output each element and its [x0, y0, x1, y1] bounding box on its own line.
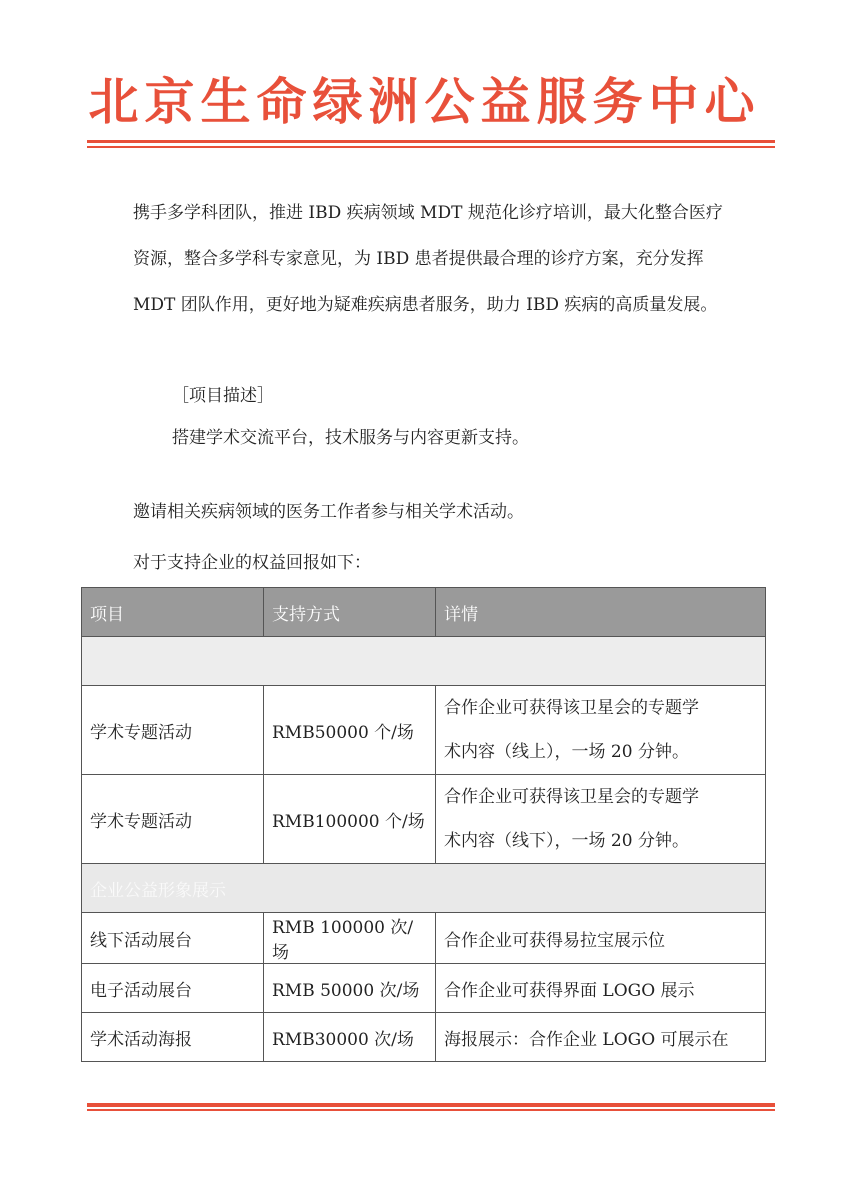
- intro-paragraph: 携手多学科团队，推进 IBD 疾病领域 MDT 规范化诊疗培训，最大化整合医疗资源，整合多学科专家意见，为 IBD 患者提供最合理的诊疗方案，充分发挥 MDT 团队作用，更好地为疑难疾病患者服务，助力 IBD 疾病的高质量发展。: [133, 203, 723, 315]
- cell-detail-line: 合作企业可获得该卫星会的专题学: [444, 698, 699, 718]
- cell-item: 学术专题活动: [82, 775, 264, 864]
- table-header-row: [82, 588, 766, 637]
- project-description: 搭建学术交流平台，技术服务与内容更新支持。: [172, 428, 529, 448]
- header-cell-item: 项目: [82, 588, 264, 637]
- header-rule-thick: [87, 140, 775, 143]
- header-cell-support: 支持方式: [264, 588, 436, 637]
- footer-rule-thick: [87, 1103, 775, 1107]
- cell-support: RMB 50000 次/场: [264, 964, 436, 1013]
- table-row: [82, 686, 766, 775]
- section-band-label: 企业公益形象展示: [82, 864, 766, 913]
- section-band-cell: [82, 637, 766, 686]
- header-cell-detail: 详情: [436, 588, 766, 637]
- section-band-row: [82, 864, 766, 913]
- invitation-text: 邀请相关疾病领域的医务工作者参与相关学术活动。: [133, 502, 524, 522]
- cell-detail-line: 合作企业可获得该卫星会的专题学: [444, 787, 699, 807]
- rights-intro: 对于支持企业的权益回报如下：: [133, 553, 371, 573]
- cell-item: 线下活动展台: [82, 913, 264, 964]
- table-row: [82, 913, 766, 964]
- table-row: [82, 775, 766, 864]
- cell-support: RMB50000 个/场: [264, 686, 436, 775]
- cell-support: RMB100000 个/场: [264, 775, 436, 864]
- cell-item: 学术专题活动: [82, 686, 264, 775]
- cell-detail-line: 术内容（线上），一场 20 分钟。: [444, 742, 689, 762]
- footer-rule-thin: [87, 1109, 775, 1111]
- cell-detail: [436, 686, 766, 775]
- cell-detail: 海报展示：合作企业 LOGO 可展示在: [436, 1013, 766, 1062]
- rights-table: [81, 587, 766, 1062]
- letterhead-title: 北京生命绿洲公益服务中心: [88, 73, 761, 131]
- cell-support: RMB30000 次/场: [264, 1013, 436, 1062]
- table-row: [82, 1013, 766, 1062]
- cell-item: 学术活动海报: [82, 1013, 264, 1062]
- cell-item: 电子活动展台: [82, 964, 264, 1013]
- cell-detail: 合作企业可获得界面 LOGO 展示: [436, 964, 766, 1013]
- cell-support: RMB 100000 次/场: [264, 913, 436, 964]
- section-heading: ［项目描述］: [172, 386, 274, 406]
- cell-detail-line: 术内容（线下），一场 20 分钟。: [444, 831, 689, 851]
- header-rule-thin: [87, 146, 775, 148]
- cell-detail: 合作企业可获得易拉宝展示位: [436, 913, 766, 964]
- section-band-row: [82, 637, 766, 686]
- table-row: [82, 964, 766, 1013]
- cell-detail: [436, 775, 766, 864]
